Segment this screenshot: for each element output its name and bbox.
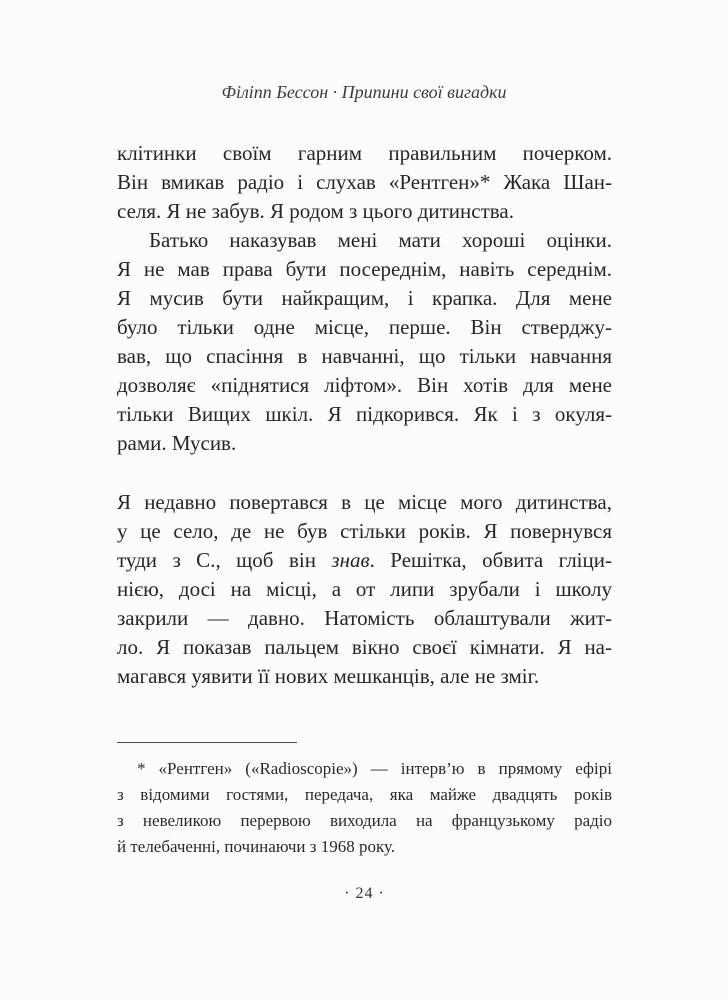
footnote-line: з відомими гостями, передача, яка майже двадцять років: [117, 785, 612, 804]
paragraph: [117, 139, 612, 226]
text-line: Я не мав права бути посереднім, навіть середнім.: [117, 257, 612, 281]
body-text: [117, 139, 612, 691]
text-line: було тільки одне місце, перше. Він стверджу-: [117, 315, 612, 339]
text-line: Я мусив бути найкращим, і крапка. Для мене: [117, 286, 612, 310]
text-line: клітинки своїм гарним правильним почерком.: [117, 141, 612, 165]
page-number: · 24 ·: [344, 885, 385, 902]
paragraph: [117, 226, 612, 458]
text-line: магався уявити її нових мешканців, але не зміг.: [117, 664, 540, 688]
text-line: тільки Вищих шкіл. Я підкорився. Як і з окуля-: [117, 402, 612, 426]
text-line: у це село, де не був стільки років. Я повернувся: [117, 519, 612, 543]
text-segment: туди з С., щоб він: [117, 548, 332, 572]
text-line: Я недавно повертався в це місце мого дитинства,: [117, 490, 612, 514]
text-line: дозволяє «піднятися ліфтом». Він хотів для мене: [117, 373, 612, 397]
italic-word: знав: [331, 548, 370, 572]
footnote-divider: [117, 742, 297, 743]
footnote: [117, 756, 612, 860]
footnote-line: й телебаченні, починаючи з 1968 року.: [117, 837, 396, 856]
text-line: Він вмикав радіо і слухав «Рентген»* Жака Шан-: [117, 170, 612, 194]
text-line: закрили — давно. Натомість облаштували жит-: [117, 606, 612, 630]
footnote-line: * «Рентген» («Radioscopie») — інтерв’ю в прямому ефірі: [137, 759, 612, 778]
text-line: Батько наказував мені мати хороші оцінки.: [149, 228, 612, 252]
text-line: нією, досі на місці, а от липи зрубали і школу: [117, 577, 612, 601]
text-line: рами. Мусив.: [117, 431, 237, 455]
text-segment: . Решітка, обвита гліци-: [369, 548, 612, 572]
text-line: вав, що спасіння в навчанні, що тільки навчання: [117, 344, 612, 368]
running-header: Філіпп Бессон · Припини свої вигадки: [221, 82, 507, 102]
text-line: селя. Я не забув. Я родом з цього дитинства.: [117, 199, 514, 223]
text-line: [117, 546, 612, 575]
paragraph: [117, 488, 612, 691]
footnote-line: з невеликою перервою виходила на французькому радіо: [117, 811, 612, 830]
text-line: ло. Я показав пальцем вікно своєї кімнати. Я на-: [117, 635, 612, 659]
